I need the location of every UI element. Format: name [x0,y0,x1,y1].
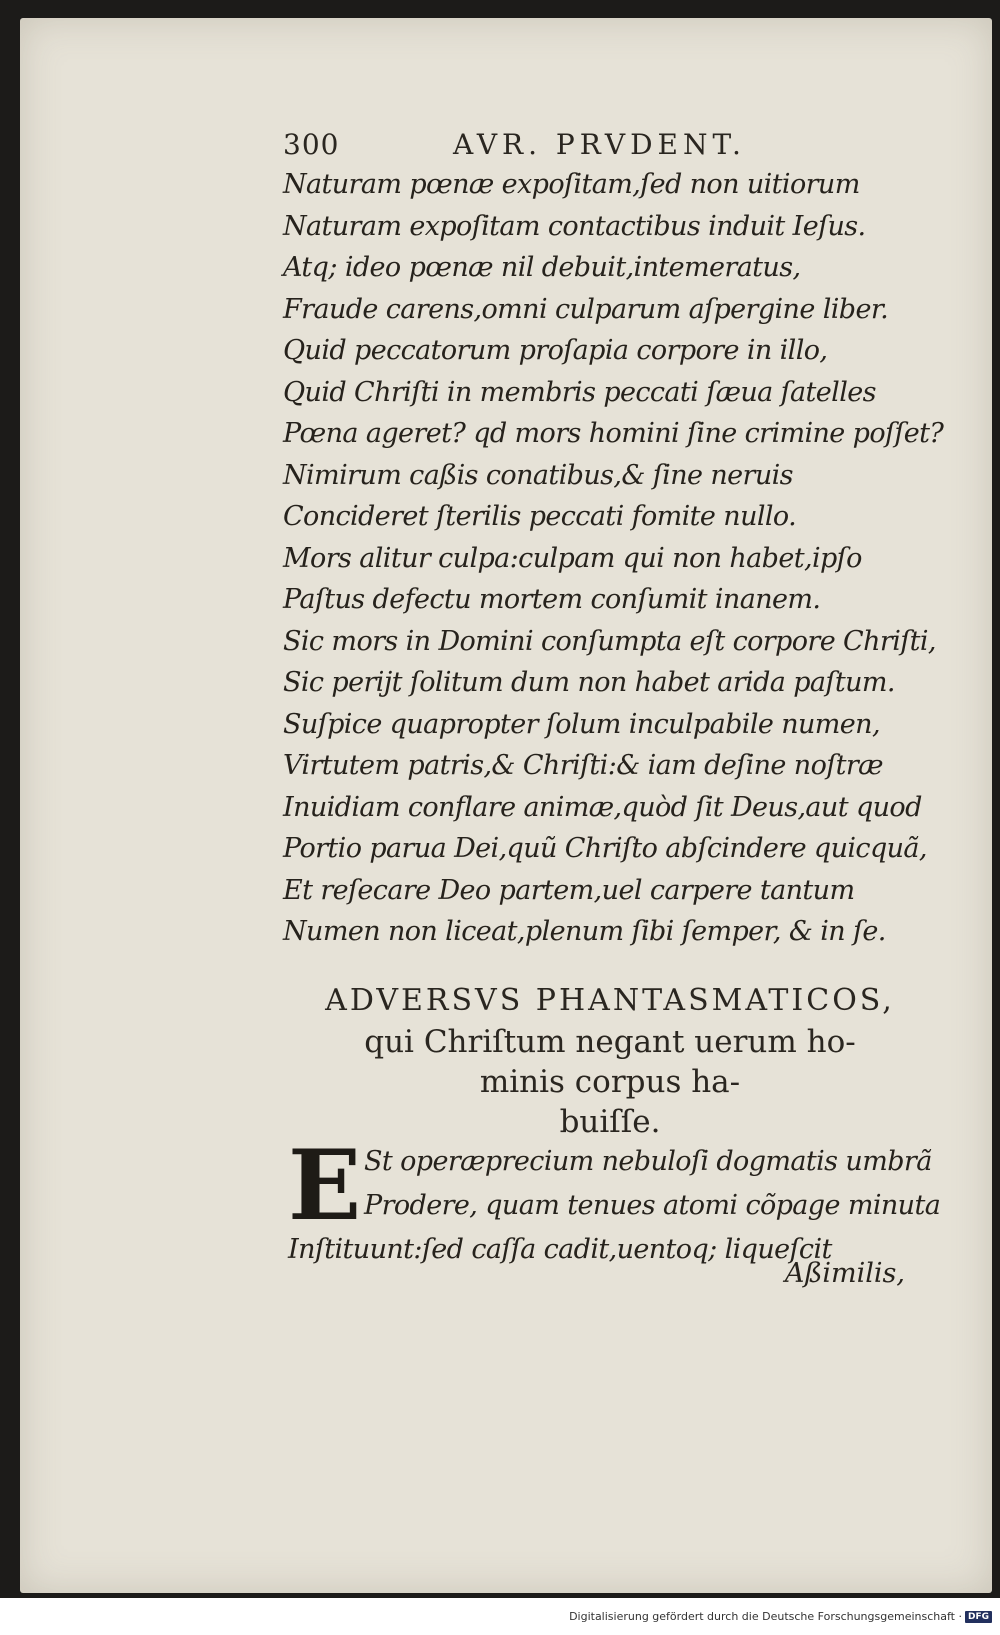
catchword: Aßimilis, [784,1258,905,1289]
verse-block [283,164,944,953]
dfg-logo-icon: DFG [965,1611,992,1623]
verse-line: Virtutem patris,& Chriſti:& iam deſine noſtræ [283,750,883,781]
verse-line: Nimirum caßis conatibus,& ſine neruis [283,459,793,491]
verse-line: Sic perijt ſolitum dum non habet arida paſtum. [283,667,895,698]
drop-cap-initial: E [288,1129,362,1242]
verse-line: Quid peccatorum proſapia corpore in illo, [283,335,828,366]
verse-line: Sic mors in Domini conſumpta eſt corpore Chriſti, [283,625,936,657]
verse-line: Concideret ſterilis peccati fomite nullo. [283,501,797,532]
verse-line: Suſpice quapropter ſolum inculpabile numen, [283,708,880,740]
verse-line: Naturam pœnæ expoſitam,ſed non uitiorum [283,169,860,200]
section-heading-line: minis corpus ha- [479,1064,741,1100]
opening-paragraph [288,1140,944,1272]
paragraph-line: St operæprecium nebuloſi dogmatis umbrã [364,1146,932,1177]
verse-line: Et reſecare Deo partem,uel carpere tantum [283,874,855,906]
verse-line: Numen non liceat,plenum ſibi ſemper, & in ſe. [283,916,886,947]
verse-line: Naturam expoſitam contactibus induit Ieſus. [283,210,866,242]
paragraph-line: Prodere, quam tenues atomi cõpage minuta [364,1190,941,1221]
paragraph-line: Inſtituunt:ſed caſſa cadit,uentoq; liqueſcit [288,1234,832,1265]
digitization-credit [569,1610,992,1623]
verse-line: Fraude carens,omni culparum aſpergine liber. [283,293,889,325]
page-number: 300 [283,128,340,161]
verse-line: Paſtus defectu mortem conſumit inanem. [283,584,821,615]
verse-line: Inuidiam conflare animæ,quòd ſit Deus,aut quod [283,791,922,823]
section-heading-line: qui Chriſtum negant uerum ho- [364,1024,856,1060]
section-heading [280,980,940,1142]
verse-line: Atq; ideo pœnæ nil debuit,intemeratus, [283,252,801,283]
verse-line: Mors alitur culpa:culpam qui non habet,ipſo [283,542,862,574]
verse-line: Pœna ageret? qd mors homini ſine crimine poſſet? [283,418,944,449]
verse-line: Quid Chriſti in membris peccati ſæua ſatelles [283,376,876,408]
running-head: AVR. PRVDENT. [453,128,746,161]
section-heading-line: buiſſe. [559,1104,661,1140]
section-heading-title: ADVERSVS PHANTASMATICOS, [325,983,895,1018]
credit-text: Digitalisierung gefördert durch die Deutsche Forschungsgemeinschaft · [569,1610,962,1623]
verse-line: Portio parua Dei,quũ Chriſto abſcindere quicquã, [283,833,927,864]
